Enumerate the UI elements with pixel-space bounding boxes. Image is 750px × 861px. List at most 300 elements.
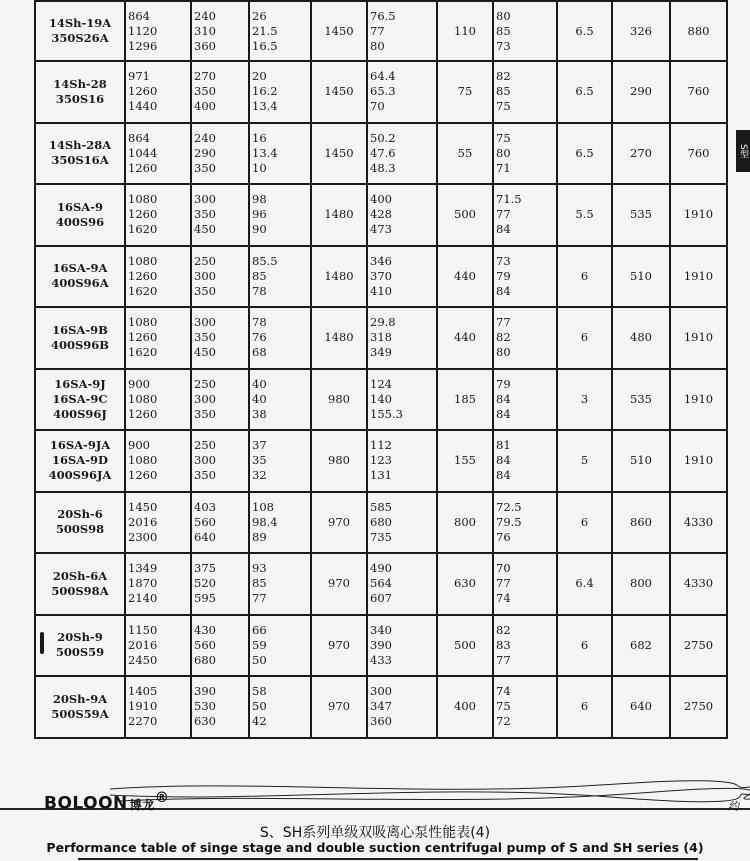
value-line: 77 [496, 315, 511, 330]
weight-cell: 860 [612, 492, 670, 554]
flow-alt-cell [191, 123, 249, 185]
power-cell [367, 369, 437, 431]
value-line: 403 [194, 499, 216, 514]
value-line: 82 [496, 69, 511, 84]
value-line: 450 [194, 345, 216, 360]
model-line: 500S59A [51, 706, 109, 721]
value-line: 864 [128, 8, 150, 23]
model-line: 500S98A [51, 583, 109, 598]
value-line: 74 [496, 591, 511, 606]
value-line: 1260 [128, 406, 158, 421]
model-line: 400S96B [50, 337, 110, 352]
table-row [35, 123, 727, 185]
efficiency-cell [493, 676, 557, 738]
value-line: 96 [252, 207, 267, 222]
table-row [35, 553, 727, 615]
value-line: 1080 [128, 315, 158, 330]
value-line: 1080 [128, 192, 158, 207]
model-line: 16SA-9 [56, 199, 103, 214]
value-line: 13.4 [252, 145, 278, 160]
table-row [35, 492, 727, 554]
value-line: 1080 [128, 391, 158, 406]
value-line: 16 [252, 130, 267, 145]
efficiency-cell [493, 123, 557, 185]
motor-cell: 440 [437, 246, 493, 308]
value-line: 375 [194, 561, 216, 576]
speed-cell: 1450 [311, 61, 367, 123]
flow-cell [125, 492, 191, 554]
value-line: 350 [194, 330, 216, 345]
value-line: 48.3 [370, 160, 396, 175]
value-line: 370 [370, 268, 392, 283]
flow-cell [125, 676, 191, 738]
value-line: 864 [128, 130, 150, 145]
efficiency-cell [493, 1, 557, 61]
value-line: 131 [370, 468, 392, 483]
npsh-cell: 6 [557, 676, 612, 738]
weight-cell: 682 [612, 615, 670, 677]
motor-cell: 55 [437, 123, 493, 185]
model-line: 14Sh-19A [48, 16, 112, 30]
weight-cell: 800 [612, 553, 670, 615]
flow-alt-cell [191, 430, 249, 492]
table-row [35, 246, 727, 308]
speed-cell: 970 [311, 492, 367, 554]
power-cell [367, 307, 437, 369]
efficiency-cell [493, 615, 557, 677]
head-cell [249, 369, 311, 431]
efficiency-cell [493, 369, 557, 431]
value-line: 155.3 [370, 406, 403, 421]
head-cell [249, 492, 311, 554]
model-line: 20Sh-6 [57, 507, 103, 522]
weight-cell: 270 [612, 123, 670, 185]
value-line: 585 [370, 499, 392, 514]
efficiency-cell [493, 184, 557, 246]
weight-alt-cell: 1910 [670, 430, 727, 492]
value-line: 595 [194, 591, 216, 606]
value-line: 80 [496, 145, 511, 160]
flow-alt-cell [191, 184, 249, 246]
value-line: 473 [370, 222, 392, 237]
flow-cell [125, 369, 191, 431]
value-line: 68 [252, 345, 267, 360]
flow-cell [125, 246, 191, 308]
table-title-cn: S、SH系列单级双吸离心泵性能表(4) [259, 825, 491, 841]
value-line: 1349 [128, 561, 158, 576]
flow-alt-cell [191, 553, 249, 615]
speed-cell: 1480 [311, 307, 367, 369]
table-row [35, 430, 727, 492]
speed-cell: 980 [311, 369, 367, 431]
value-line: 350 [194, 84, 216, 99]
value-line: 1260 [128, 268, 158, 283]
value-line: 35 [252, 453, 267, 468]
flow-cell [125, 615, 191, 677]
value-line: 79.5 [496, 514, 522, 529]
weight-cell: 480 [612, 307, 670, 369]
flow-cell [125, 307, 191, 369]
value-line: 76 [252, 330, 267, 345]
head-cell [249, 61, 311, 123]
value-line: 2016 [128, 514, 158, 529]
value-line: 530 [194, 699, 216, 714]
model-line: 400S96A [51, 276, 109, 291]
head-cell [249, 676, 311, 738]
value-line: 85 [496, 84, 511, 99]
weight-cell: 535 [612, 184, 670, 246]
model-line: 16SA-9J [54, 376, 106, 391]
motor-cell: 75 [437, 61, 493, 123]
power-cell [367, 123, 437, 185]
value-line: 50 [252, 699, 267, 714]
value-line: 430 [194, 622, 216, 637]
model [35, 61, 125, 123]
value-line: 84 [496, 283, 511, 298]
value-line: 450 [194, 222, 216, 237]
value-line: 1296 [128, 38, 158, 53]
value-line: 250 [194, 438, 216, 453]
value-line: 84 [496, 453, 511, 468]
value-line: 80 [496, 345, 511, 360]
value-line: 20 [252, 69, 267, 84]
value-line: 410 [370, 283, 392, 298]
model-line: 400S96J [53, 406, 107, 421]
model [35, 615, 125, 677]
value-line: 564 [370, 576, 392, 591]
value-line: 360 [370, 714, 392, 729]
value-line: 560 [194, 514, 216, 529]
speed-cell: 1480 [311, 246, 367, 308]
weight-cell: 326 [612, 1, 670, 61]
value-line: 50.2 [370, 130, 396, 145]
efficiency-cell [493, 553, 557, 615]
model-line: 400S96JA [48, 468, 112, 483]
value-line: 270 [194, 69, 216, 84]
npsh-cell: 6 [557, 246, 612, 308]
model [35, 1, 125, 61]
motor-cell: 500 [437, 615, 493, 677]
flow-cell [125, 123, 191, 185]
value-line: 560 [194, 637, 216, 652]
speed-cell: 970 [311, 676, 367, 738]
efficiency-cell [493, 307, 557, 369]
motor-cell: 155 [437, 430, 493, 492]
weight-cell: 640 [612, 676, 670, 738]
value-line: 10 [252, 160, 267, 175]
value-line: 71.5 [496, 192, 522, 207]
value-line: 85 [496, 23, 511, 38]
motor-cell: 400 [437, 676, 493, 738]
value-line: 1620 [128, 345, 158, 360]
value-line: 64.4 [370, 69, 396, 84]
speed-cell: 1450 [311, 1, 367, 61]
value-line: 84 [496, 222, 511, 237]
flow-alt-cell [191, 492, 249, 554]
value-line: 84 [496, 468, 511, 483]
weight-alt-cell: 1910 [670, 246, 727, 308]
value-line: 112 [370, 438, 392, 453]
value-line: 250 [194, 253, 216, 268]
npsh-cell: 3 [557, 369, 612, 431]
model-line: 16SA-9D [52, 453, 108, 468]
weight-cell: 510 [612, 430, 670, 492]
model [35, 369, 125, 431]
value-line: 123 [370, 453, 392, 468]
value-line: 390 [194, 684, 216, 699]
npsh-cell: 6 [557, 307, 612, 369]
value-line: 82 [496, 622, 511, 637]
motor-cell: 110 [437, 1, 493, 61]
value-line: 300 [194, 268, 216, 283]
model-line: 16SA-9A [52, 261, 108, 276]
value-line: 108 [252, 499, 274, 514]
head-cell [249, 246, 311, 308]
value-line: 350 [194, 283, 216, 298]
model-line: 20Sh-9A [52, 691, 108, 706]
model [35, 307, 125, 369]
value-line: 29.8 [370, 315, 396, 330]
performance-table [34, 0, 728, 739]
value-line: 1910 [128, 699, 158, 714]
value-line: 428 [370, 207, 392, 222]
value-line: 78 [252, 315, 267, 330]
power-cell [367, 492, 437, 554]
edge-mark [40, 632, 44, 654]
head-cell [249, 1, 311, 61]
power-cell [367, 61, 437, 123]
speed-cell: 970 [311, 553, 367, 615]
value-line: 93 [252, 561, 267, 576]
weight-alt-cell: 760 [670, 61, 727, 123]
value-line: 40 [252, 376, 267, 391]
value-line: 1405 [128, 684, 158, 699]
head-cell [249, 123, 311, 185]
value-line: 83 [496, 637, 511, 652]
model-line: 20Sh-6A [52, 568, 108, 583]
npsh-cell: 5.5 [557, 184, 612, 246]
value-line: 310 [194, 23, 216, 38]
value-line: 300 [194, 391, 216, 406]
motor-cell: 185 [437, 369, 493, 431]
value-line: 16.2 [252, 84, 278, 99]
value-line: 2016 [128, 637, 158, 652]
value-line: 1260 [128, 468, 158, 483]
value-line: 84 [496, 391, 511, 406]
value-line: 290 [194, 145, 216, 160]
power-cell [367, 615, 437, 677]
value-line: 1150 [128, 622, 158, 637]
power-cell [367, 676, 437, 738]
value-line: 72 [496, 714, 511, 729]
flow-alt-cell [191, 676, 249, 738]
value-line: 735 [370, 529, 392, 544]
value-line: 32 [252, 468, 267, 483]
value-line: 37 [252, 438, 267, 453]
model-line: 400S96 [55, 214, 105, 229]
efficiency-cell [493, 246, 557, 308]
brand-cn-name: 博龙 [129, 797, 155, 812]
model [35, 184, 125, 246]
model-line: 350S26A [51, 31, 109, 45]
value-line: 1080 [128, 253, 158, 268]
band-line [110, 781, 750, 789]
value-line: 76 [496, 529, 511, 544]
value-line: 38 [252, 406, 267, 421]
model-line: 16SA-9B [52, 322, 108, 337]
value-line: 640 [194, 529, 216, 544]
title-underline [78, 858, 698, 860]
value-line: 350 [194, 207, 216, 222]
brand-name: BOLOON [44, 793, 128, 814]
corner-fragment: 约 [728, 800, 739, 813]
value-line: 318 [370, 330, 392, 345]
value-line: 70 [496, 561, 511, 576]
head-cell [249, 615, 311, 677]
table-row [35, 1, 727, 61]
table-row [35, 615, 727, 677]
power-cell [367, 184, 437, 246]
value-line: 21.5 [252, 23, 278, 38]
model-line: 350S16A [51, 153, 109, 168]
flow-cell [125, 184, 191, 246]
value-line: 349 [370, 345, 392, 360]
speed-cell: 1480 [311, 184, 367, 246]
weight-alt-cell: 1910 [670, 307, 727, 369]
efficiency-cell [493, 492, 557, 554]
value-line: 65.3 [370, 84, 396, 99]
value-line: 140 [370, 391, 392, 406]
npsh-cell: 6.5 [557, 1, 612, 61]
value-line: 900 [128, 438, 150, 453]
value-line: 73 [496, 253, 511, 268]
value-line: 72.5 [496, 499, 522, 514]
weight-alt-cell: 2750 [670, 615, 727, 677]
flow-alt-cell [191, 615, 249, 677]
motor-cell: 630 [437, 553, 493, 615]
value-line: 360 [194, 38, 216, 53]
model-line: 16SA-9JA [49, 438, 111, 453]
npsh-cell: 6.5 [557, 123, 612, 185]
weight-cell: 535 [612, 369, 670, 431]
value-line: 1870 [128, 576, 158, 591]
weight-alt-cell: 4330 [670, 492, 727, 554]
value-line: 71 [496, 160, 511, 175]
flow-alt-cell [191, 307, 249, 369]
head-cell [249, 553, 311, 615]
value-line: 124 [370, 376, 392, 391]
value-line: 2300 [128, 529, 158, 544]
value-line: 680 [370, 514, 392, 529]
model [35, 246, 125, 308]
band-line [120, 788, 750, 801]
value-line: 390 [370, 637, 392, 652]
value-line: 520 [194, 576, 216, 591]
value-line: 300 [194, 192, 216, 207]
motor-cell: 440 [437, 307, 493, 369]
flow-cell [125, 553, 191, 615]
value-line: 73 [496, 38, 511, 53]
table-row [35, 676, 727, 738]
value-line: 490 [370, 561, 392, 576]
model-line: 500S98 [55, 522, 105, 537]
table-row [35, 61, 727, 123]
model [35, 123, 125, 185]
value-line: 240 [194, 8, 216, 23]
value-line: 900 [128, 376, 150, 391]
value-line: 1440 [128, 99, 158, 114]
power-cell [367, 430, 437, 492]
value-line: 75 [496, 130, 511, 145]
value-line: 77 [496, 576, 511, 591]
motor-cell: 800 [437, 492, 493, 554]
value-line: 300 [194, 453, 216, 468]
value-line: 680 [194, 652, 216, 667]
weight-alt-cell: 2750 [670, 676, 727, 738]
value-line: 76.5 [370, 8, 396, 23]
value-line: 1044 [128, 145, 158, 160]
value-line: 47.6 [370, 145, 396, 160]
npsh-cell: 6.5 [557, 61, 612, 123]
value-line: 630 [194, 714, 216, 729]
weight-cell: 510 [612, 246, 670, 308]
value-line: 77 [252, 591, 267, 606]
value-line: 250 [194, 376, 216, 391]
model-line: 16SA-9C [52, 391, 108, 406]
value-line: 79 [496, 376, 511, 391]
flow-cell [125, 1, 191, 61]
model-line: 500S59 [55, 645, 105, 660]
value-line: 77 [370, 23, 385, 38]
table-row [35, 307, 727, 369]
model [35, 430, 125, 492]
flow-alt-cell [191, 246, 249, 308]
npsh-cell: 5 [557, 430, 612, 492]
value-line: 59 [252, 637, 267, 652]
value-line: 350 [194, 160, 216, 175]
value-line: 75 [496, 99, 511, 114]
flow-alt-cell [191, 1, 249, 61]
table-title-en: Performance table of singe stage and double suction centrifugal pump of S and SH series (4) [46, 840, 704, 855]
value-line: 340 [370, 622, 392, 637]
value-line: 82 [496, 330, 511, 345]
value-line: 1080 [128, 453, 158, 468]
flow-alt-cell [191, 369, 249, 431]
value-line: 13.4 [252, 99, 278, 114]
table-row [35, 184, 727, 246]
model-line: 14Sh-28A [48, 138, 112, 153]
speed-cell: 980 [311, 430, 367, 492]
weight-cell: 290 [612, 61, 670, 123]
value-line: 400 [370, 192, 392, 207]
efficiency-cell [493, 61, 557, 123]
value-line: 85 [252, 576, 267, 591]
value-line: 77 [496, 207, 511, 222]
value-line: 971 [128, 69, 150, 84]
value-line: 81 [496, 438, 511, 453]
value-line: 1260 [128, 207, 158, 222]
flow-cell [125, 61, 191, 123]
value-line: 2270 [128, 714, 158, 729]
value-line: 84 [496, 406, 511, 421]
value-line: 1620 [128, 222, 158, 237]
value-line: 50 [252, 652, 267, 667]
value-line: 89 [252, 529, 267, 544]
value-line: 1260 [128, 84, 158, 99]
flow-cell [125, 430, 191, 492]
value-line: 347 [370, 699, 392, 714]
weight-alt-cell: 1910 [670, 184, 727, 246]
